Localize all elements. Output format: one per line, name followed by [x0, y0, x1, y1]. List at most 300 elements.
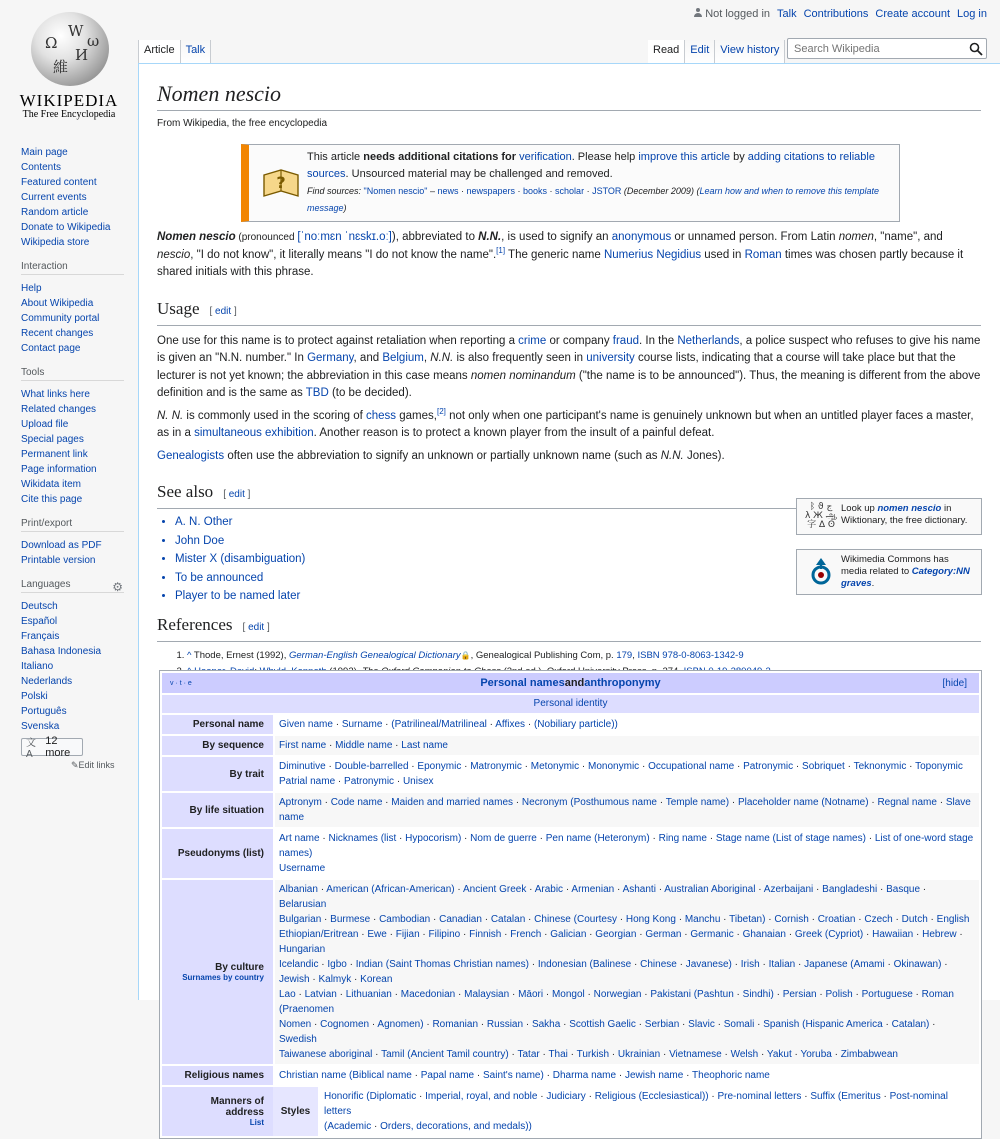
navbox-link[interactable]: Nomen	[279, 1019, 312, 1030]
navbox-link[interactable]: Aptronym	[279, 797, 322, 808]
navigation-portlet	[21, 145, 131, 250]
navbox-link[interactable]: Irish	[740, 959, 760, 970]
navbox-link[interactable]: Arabic	[534, 884, 564, 895]
find-books-link[interactable]: books	[523, 186, 548, 196]
navbox-link[interactable]: Polish	[825, 989, 853, 1000]
navbox-link[interactable]: (Academic	[324, 1121, 372, 1132]
navbox-group-label: Pseudonyms (list)	[177, 848, 264, 859]
user-talk-link[interactable]: Talk	[777, 8, 797, 20]
navbox-link[interactable]: Suffix (Emeritus	[810, 1091, 881, 1102]
navbox-link[interactable]: Croatian	[817, 914, 856, 925]
navbox-link[interactable]: Tamil (Ancient Tamil country)	[381, 1049, 509, 1060]
separator: ·	[382, 719, 392, 730]
separator: ·	[579, 761, 589, 772]
navbox-link[interactable]: Dharma name	[552, 1070, 617, 1081]
commons-category-link[interactable]: Category:NN graves	[841, 566, 970, 589]
navbox-link[interactable]: Okinawan)	[893, 959, 942, 970]
navbox-link[interactable]: Cornish	[774, 914, 809, 925]
navbox-link[interactable]: Turkish	[576, 1049, 610, 1060]
navbox-link[interactable]: French	[510, 929, 542, 940]
navbox-link[interactable]: Mononymic	[588, 761, 640, 772]
navbox-link[interactable]: Māori	[518, 989, 544, 1000]
separator: ·	[920, 884, 927, 895]
sidebar-item-what-links-here[interactable]: What links here	[21, 389, 90, 400]
navbox-link[interactable]: Czech	[864, 914, 893, 925]
fraud-link[interactable]: fraud	[612, 334, 639, 347]
navbox-link[interactable]: Honorific (Diplomatic	[324, 1091, 417, 1102]
sidebar-item-featured-content[interactable]: Featured content	[21, 177, 97, 188]
navbox-link[interactable]: Lithuanian	[345, 989, 392, 1000]
navbox-group	[162, 1066, 273, 1085]
navbox-link[interactable]: Australian Aboriginal	[664, 884, 756, 895]
navbox-link[interactable]: Hawaiian	[872, 929, 914, 940]
remove-template-link[interactable]: Learn how and when to remove this template message	[307, 186, 880, 213]
more-languages-button[interactable]	[21, 735, 83, 760]
navbox-link[interactable]: American (African-American)	[326, 884, 455, 895]
navbox-list-line	[324, 1089, 975, 1119]
navbox-link[interactable]: Pakistani (Pashtun	[650, 989, 734, 1000]
navbox-link[interactable]: Ewe	[367, 929, 387, 940]
navbox-link[interactable]: Occupational name	[648, 761, 735, 772]
navbox-list-line	[279, 1047, 975, 1062]
sidebar-item-about[interactable]: About Wikipedia	[21, 298, 94, 309]
separator: ·	[318, 959, 328, 970]
sidebar-lang-indonesia[interactable]: Bahasa Indonesia	[21, 646, 102, 657]
navbox-link[interactable]: Ring name	[658, 833, 707, 844]
navbox-group-label: By life situation	[189, 804, 264, 816]
separator: ·	[501, 929, 511, 940]
navbox-link[interactable]: (Nobiliary particle))	[533, 719, 618, 730]
navbox-link[interactable]: Hong Kong	[625, 914, 676, 925]
navbox-link[interactable]: Chinese	[640, 959, 677, 970]
navbox-link[interactable]: Ancient Greek	[462, 884, 527, 895]
navbox-vte-links[interactable]: v · t · e	[170, 679, 192, 687]
adding-citations-link[interactable]: adding citations to reliable sources	[307, 151, 875, 180]
separator: ·	[586, 929, 596, 940]
separator: ·	[460, 929, 470, 940]
separator: ·	[679, 1019, 689, 1030]
list-item[interactable]: • A. N. Other	[175, 513, 981, 532]
personal-names-link[interactable]: Personal names	[480, 677, 565, 689]
tab-edit[interactable]: Edit	[685, 40, 715, 63]
navbox-link[interactable]: Hungarian	[279, 944, 326, 955]
sidebar-item-random-article[interactable]: Random article	[21, 207, 89, 218]
tab-read[interactable]: Read	[648, 40, 685, 63]
anthroponymy-link[interactable]: anthroponymy	[584, 677, 661, 689]
search-icon[interactable]	[969, 42, 983, 56]
separator: ·	[430, 914, 440, 925]
separator: ·	[321, 914, 331, 925]
navbox-link[interactable]: Hebrew	[922, 929, 957, 940]
separator: ·	[382, 797, 392, 808]
user-icon	[694, 8, 702, 17]
navbox-link[interactable]: Christian name (Biblical name	[279, 1070, 412, 1081]
separator: ·	[877, 884, 887, 895]
separator: ·	[370, 914, 380, 925]
navbox-link[interactable]: Tibetan)	[729, 914, 766, 925]
navbox-link[interactable]: Basque	[886, 884, 921, 895]
anonymous-link[interactable]: anonymous	[611, 231, 672, 243]
navbox-link[interactable]: Kalmyk	[318, 974, 352, 985]
university-link[interactable]: university	[586, 352, 635, 364]
navbox-link[interactable]: Dutch	[901, 914, 928, 925]
navbox-row-manners	[162, 1087, 979, 1136]
separator: ·	[543, 989, 552, 1000]
navbox-link[interactable]: Korean	[360, 974, 393, 985]
navbox-link[interactable]: Mongol	[551, 989, 585, 1000]
commons-box: Wikimedia Commons has media related to Category:NN graves.	[796, 549, 982, 595]
navbox-link[interactable]: Religious (Ecclesiastical))	[594, 1091, 709, 1102]
search-input[interactable]	[788, 40, 958, 59]
navbox-link[interactable]: Manchu	[684, 914, 721, 925]
navbox-link[interactable]: Affixes	[495, 719, 526, 730]
navbox-link[interactable]: Igbo	[327, 959, 347, 970]
navbox-link[interactable]: First name	[279, 740, 327, 751]
tab-article[interactable]: Article	[138, 40, 181, 63]
navbox-link[interactable]: Bulgarian	[279, 914, 322, 925]
navbox-link[interactable]: Greek (Cypriot)	[794, 929, 864, 940]
article-content	[138, 63, 1000, 1132]
navbox-link[interactable]: Cognomen	[320, 1019, 370, 1030]
belgium-link[interactable]: Belgium	[382, 352, 424, 364]
navbox-link[interactable]: Agnomen)	[377, 1019, 424, 1030]
sidebar-item-contact[interactable]: Contact page	[21, 343, 81, 354]
navbox-list-line	[279, 912, 975, 927]
sidebar-item-main-page[interactable]: Main page	[21, 147, 68, 158]
separator: ·	[941, 959, 948, 970]
navbox-group	[162, 715, 273, 734]
navbox-link[interactable]: Middle name	[335, 740, 393, 751]
navbox-link[interactable]: Persian	[782, 989, 817, 1000]
separator: ·	[508, 1049, 518, 1060]
navbox-list-line	[279, 717, 975, 732]
tab-talk[interactable]: Talk	[181, 40, 212, 63]
navbox-link[interactable]: (Patrilineal/Matrilineal	[391, 719, 487, 730]
ref-page-link[interactable]: 179	[616, 649, 633, 661]
navbox-link[interactable]: Theophoric name	[692, 1070, 770, 1081]
separator: ·	[706, 833, 716, 844]
sidebar-lang-francais[interactable]: Français	[21, 631, 60, 642]
sidebar-item-store[interactable]: Wikipedia store	[21, 237, 90, 248]
navbox-link[interactable]: Regnal name	[877, 797, 937, 808]
separator: ·	[714, 1019, 724, 1030]
ref-link-2[interactable]: [2]	[436, 406, 446, 416]
navbox-link[interactable]: Fijian	[395, 929, 420, 940]
gear-icon[interactable]: ⚙	[112, 580, 123, 594]
navbox-link[interactable]: Sindhi)	[742, 989, 774, 1000]
contributions-link[interactable]: Contributions	[803, 8, 869, 20]
navbox-link[interactable]: Lao	[279, 989, 296, 1000]
navbox-link[interactable]: Tatar	[517, 1049, 540, 1060]
numerius-negidius-link[interactable]: Numerius Negidius	[603, 248, 702, 261]
find-sources-query-link[interactable]: "Nomen nescio"	[363, 186, 428, 196]
navbox-link[interactable]: Georgian	[595, 929, 637, 940]
navbox-link[interactable]: Ethiopian/Eritrean	[279, 929, 359, 940]
navbox-link[interactable]: German	[645, 929, 682, 940]
simultaneous-exhibition-link[interactable]: simultaneous exhibition	[194, 427, 314, 439]
navbox-link[interactable]: Bangladeshi	[822, 884, 878, 895]
usage-heading-text: Usage	[157, 298, 200, 318]
sidebar-lang-nederlands[interactable]: Nederlands	[21, 676, 73, 687]
germany-link[interactable]: Germany	[307, 352, 354, 364]
separator: ·	[543, 1070, 553, 1081]
navbox-link[interactable]: Belarusian	[279, 899, 327, 910]
navbox-link[interactable]: Jewish name	[624, 1070, 684, 1081]
edit-section-link[interactable]: [ edit ]	[209, 305, 237, 317]
navbox-link[interactable]: Javanese)	[685, 959, 732, 970]
navbox-link[interactable]: Papal name	[420, 1070, 475, 1081]
navbox-link[interactable]: Orders, decorations, and medals))	[380, 1121, 532, 1132]
navbox-link[interactable]: Roman (Praenomen	[279, 989, 954, 1015]
navbox-link[interactable]: Pen name (Heteronym)	[545, 833, 650, 844]
personal-identity-link[interactable]: Personal identity	[533, 698, 608, 709]
edit-section-link[interactable]: [ edit ]	[242, 621, 270, 633]
usage-paragraph-2: N. N. is commonly used in the scoring of chess games,[2] not only when one participant's name is genuinely unknown but when an untitled player faces a master, as in a simultaneous exhibition. Another reason is to protect a known player from the insult of a painful defeat.	[157, 406, 974, 439]
navbox-row	[162, 1066, 979, 1085]
navbox-link[interactable]: Given name	[279, 719, 333, 730]
genealogists-link[interactable]: Genealogists	[157, 449, 225, 462]
navbox-group	[162, 829, 273, 878]
navbox-link[interactable]: Sobriquet	[802, 761, 845, 772]
separator: ·	[478, 1019, 487, 1030]
sidebar-item-community-portal[interactable]: Community portal	[21, 313, 100, 324]
navbox-link[interactable]: Canadian	[439, 914, 482, 925]
list-item[interactable]: • To be announced	[175, 569, 981, 588]
navbox-link[interactable]: Art name	[279, 833, 320, 844]
separator: ·	[631, 959, 641, 970]
navbox-link[interactable]: Burmese	[330, 914, 371, 925]
navbox-link[interactable]: Finnish	[469, 929, 502, 940]
navbox-link[interactable]: English	[936, 914, 970, 925]
navbox-subtitle	[162, 695, 979, 713]
find-scholar-link[interactable]: scholar	[555, 186, 585, 196]
sidebar-item-special-pages[interactable]: Special pages	[21, 434, 84, 445]
navbox-title	[162, 673, 979, 693]
navbox-link[interactable]: Germanic	[690, 929, 734, 940]
navbox-link[interactable]: Jewish	[279, 974, 310, 985]
navbox-link[interactable]: Serbian	[644, 1019, 680, 1030]
navbox-link[interactable]: Armenian	[571, 884, 615, 895]
sidebar-item-cite-page[interactable]: Cite this page	[21, 494, 83, 505]
sidebar-item-printable-version[interactable]: Printable version	[21, 555, 96, 566]
navbox-link[interactable]: Hypocorism)	[405, 833, 462, 844]
navbox-link[interactable]: Catalan)	[891, 1019, 930, 1030]
navbox-link[interactable]: Azerbaijani	[763, 884, 814, 895]
sidebar-item-wikidata-item[interactable]: Wikidata item	[21, 479, 82, 490]
sidebar-lang-portugues[interactable]: Português	[21, 706, 67, 717]
navbox-link[interactable]: Saint's name)	[483, 1070, 544, 1081]
separator: ·	[392, 740, 402, 751]
navbox-link[interactable]: Welsh	[730, 1049, 759, 1060]
navbox-link[interactable]: Unisex	[402, 776, 434, 787]
verification-link[interactable]: verification	[519, 151, 572, 163]
edit-section-link[interactable]: [ edit ]	[223, 489, 251, 500]
separator: ·	[319, 833, 329, 844]
login-link[interactable]: Log in	[957, 8, 987, 20]
navbox-link[interactable]: Portuguese	[861, 989, 913, 1000]
navbox-link[interactable]: Yoruba	[800, 1049, 832, 1060]
navbox-link[interactable]: Diminutive	[279, 761, 326, 772]
wiktionary-link[interactable]: nomen nescio	[877, 503, 942, 514]
navbox-link[interactable]: Spanish (Hispanic America	[763, 1019, 883, 1030]
navbox-link[interactable]: Italian	[768, 959, 796, 970]
sidebar-item-current-events[interactable]: Current events	[21, 192, 87, 203]
navbox-link[interactable]: Yakut	[766, 1049, 792, 1060]
navbox-link[interactable]: List of one-word stage names)	[279, 833, 974, 859]
sidebar-lang-italiano[interactable]: Italiano	[21, 661, 54, 672]
chess-link[interactable]: chess	[366, 409, 397, 422]
ipa-link[interactable]: [ˈnoːmɛn ˈnɛskɪ.oː]	[297, 231, 392, 243]
navbox-hide-button[interactable]: [hide]	[942, 677, 967, 689]
separator: ·	[808, 914, 818, 925]
list-item[interactable]: • Mister X (disambiguation)	[175, 550, 981, 569]
citation-needed-notice	[241, 144, 900, 222]
page-title: Nomen nescio	[157, 80, 981, 111]
navbox-link[interactable]: Matronymic	[470, 761, 522, 772]
separator: ·	[675, 914, 685, 925]
navbox-group-label: By sequence	[202, 740, 264, 751]
navbox-link[interactable]: Russian	[486, 1019, 524, 1030]
interaction-heading: Interaction	[21, 261, 124, 275]
wiktionary-icon: ᛒ ϑ ج λ Ж ஆ 字 ∆ ʘ	[804, 502, 838, 530]
find-news-link[interactable]: news	[437, 186, 459, 196]
navbox-link[interactable]: Norwegian	[593, 989, 642, 1000]
separator: ·	[734, 761, 744, 772]
navbox-link[interactable]: Patrial name	[279, 776, 336, 787]
ref-title-link[interactable]: German-English Genealogical Dictionary	[289, 649, 461, 661]
navbox-link[interactable]: Romanian	[432, 1019, 479, 1030]
navbox-link[interactable]: Nom de guerre	[470, 833, 537, 844]
navbox-link[interactable]: Slave name	[279, 797, 971, 823]
sidebar-lang-polski[interactable]: Polski	[21, 691, 48, 702]
separator: ·	[585, 1091, 595, 1102]
separator: ·	[936, 797, 946, 808]
navbox-link[interactable]: Somali	[723, 1019, 755, 1030]
navbox-link[interactable]: Username	[279, 863, 326, 874]
navbox-link[interactable]: Ukrainian	[617, 1049, 661, 1060]
separator: ·	[733, 989, 743, 1000]
navbox-link[interactable]: Surname	[341, 719, 383, 730]
sidebar-item-help[interactable]: Help	[21, 283, 42, 294]
navbox-link[interactable]: Icelandic	[279, 959, 319, 970]
navbox-link[interactable]: Albanian	[279, 884, 318, 895]
navbox-link[interactable]: Galician	[550, 929, 587, 940]
list-item[interactable]: • Player to be named later	[175, 587, 981, 606]
improve-article-link[interactable]: improve this article	[638, 151, 731, 163]
create-account-link[interactable]: Create account	[875, 8, 951, 20]
netherlands-link[interactable]: Netherlands	[677, 334, 740, 347]
find-newspapers-link[interactable]: newspapers	[466, 186, 516, 196]
navbox-link[interactable]: Vietnamese	[669, 1049, 722, 1060]
navbox-link[interactable]: Ashanti	[622, 884, 656, 895]
navbox-link[interactable]: Placeholder name (Notname)	[737, 797, 869, 808]
navbox-link[interactable]: Japanese (Amami	[804, 959, 885, 970]
navbox-link[interactable]: Indonesian (Balinese	[537, 959, 632, 970]
crime-link[interactable]: crime	[518, 334, 547, 347]
separator: ·	[927, 914, 937, 925]
navbox-link[interactable]: Code name	[330, 797, 383, 808]
navbox-row	[162, 757, 979, 791]
navbox-link[interactable]: Last name	[401, 740, 448, 751]
separator: ·	[813, 884, 823, 895]
sidebar-item-donate[interactable]: Donate to Wikipedia	[21, 222, 111, 233]
navbox-link[interactable]: Eponymic	[417, 761, 462, 772]
navbox-link[interactable]: Chinese (Courtesy	[534, 914, 617, 925]
navbox-link[interactable]: Patronymic	[743, 761, 794, 772]
sidebar-lang-svenska[interactable]: Svenska	[21, 721, 60, 732]
navbox-link[interactable]: Temple name)	[665, 797, 730, 808]
navbox-link[interactable]: Stage name (List of stage names)	[715, 833, 866, 844]
separator: ·	[454, 884, 463, 895]
navbox-link[interactable]: Scottish Gaelic	[569, 1019, 636, 1030]
ref-backlink[interactable]: ^	[187, 649, 192, 661]
roman-link[interactable]: Roman	[744, 248, 782, 261]
sidebar-item-recent-changes[interactable]: Recent changes	[21, 328, 94, 339]
sidebar-item-page-information[interactable]: Page information	[21, 464, 97, 475]
navbox-list-line	[279, 957, 975, 987]
sidebar-item-upload-file[interactable]: Upload file	[21, 419, 69, 430]
separator: ·	[584, 989, 594, 1000]
navbox-link[interactable]: Teknonymic	[853, 761, 907, 772]
navbox-link[interactable]: Sakha	[531, 1019, 561, 1030]
navbox-link[interactable]: Ghanaian	[742, 929, 786, 940]
navbox-link[interactable]: Pre-nominal letters	[717, 1091, 802, 1102]
sidebar-item-download-pdf[interactable]: Download as PDF	[21, 540, 102, 551]
ref-link-1[interactable]: [1]	[496, 245, 506, 255]
navbox-link[interactable]: Post-nominal letters	[324, 1091, 948, 1117]
navbox-link[interactable]: Cambodian	[379, 914, 431, 925]
navbox-link[interactable]: Taiwanese aboriginal	[279, 1049, 373, 1060]
list-item[interactable]: • John Doe	[175, 532, 981, 551]
navbox-link[interactable]: Latvian	[304, 989, 337, 1000]
edit-interlanguage-links[interactable]	[71, 760, 131, 771]
sidebar-item-related-changes[interactable]: Related changes	[21, 404, 97, 415]
navbox-link[interactable]: Imperial, royal, and noble	[425, 1091, 538, 1102]
separator: ·	[754, 1019, 764, 1030]
navbox-link[interactable]: Malaysian	[464, 989, 510, 1000]
navbox-link[interactable]: Slavic	[688, 1019, 715, 1030]
sidebar-item-permanent-link[interactable]: Permanent link	[21, 449, 88, 460]
navbox-link[interactable]: Patronymic	[344, 776, 395, 787]
see-also-heading-text: See also	[157, 482, 214, 501]
navbox-group-sublink[interactable]: Surnames by country	[182, 973, 264, 982]
wikipedia-logo[interactable]	[0, 0, 138, 130]
navbox-link[interactable]: Swedish	[279, 1034, 317, 1045]
navbox-link[interactable]: Toponymic	[915, 761, 963, 772]
sidebar-lang-deutsch[interactable]: Deutsch	[21, 601, 58, 612]
navbox-link[interactable]: Necronym (Posthumous name	[521, 797, 657, 808]
navbox-link[interactable]: Thai	[548, 1049, 568, 1060]
sidebar-item-contents[interactable]: Contents	[21, 162, 62, 173]
navbox-link[interactable]: Double-barrelled	[334, 761, 409, 772]
wiktionary-box: ᛒ ϑ ج λ Ж ஆ 字 ∆ ʘ Look up nomen nescio in Wiktionary, the free dictionary.	[796, 498, 982, 535]
navbox-link[interactable]: Zimbabwean	[840, 1049, 898, 1060]
tab-view-history[interactable]: View history	[715, 40, 785, 63]
navbox-link[interactable]: Catalan	[490, 914, 526, 925]
find-jstor-link[interactable]: JSTOR	[592, 186, 622, 196]
navbox-link[interactable]: Macedonian	[400, 989, 456, 1000]
navbox-link[interactable]: Metonymic	[530, 761, 580, 772]
sidebar-lang-espanol[interactable]: Español	[21, 616, 58, 627]
navbox-link[interactable]: Judiciary	[546, 1091, 586, 1102]
navbox-link[interactable]: Nicknames (list	[328, 833, 397, 844]
tbd-link[interactable]: TBD	[305, 387, 329, 399]
navbox-link[interactable]: Filipino	[428, 929, 461, 940]
navbox-link[interactable]: Maiden and married names	[391, 797, 514, 808]
separator: ·	[929, 1019, 936, 1030]
navbox-link[interactable]: Indian (Saint Thomas Christian names)	[355, 959, 529, 970]
isbn-link[interactable]: ISBN 978-0-8063-1342-9	[637, 649, 744, 661]
